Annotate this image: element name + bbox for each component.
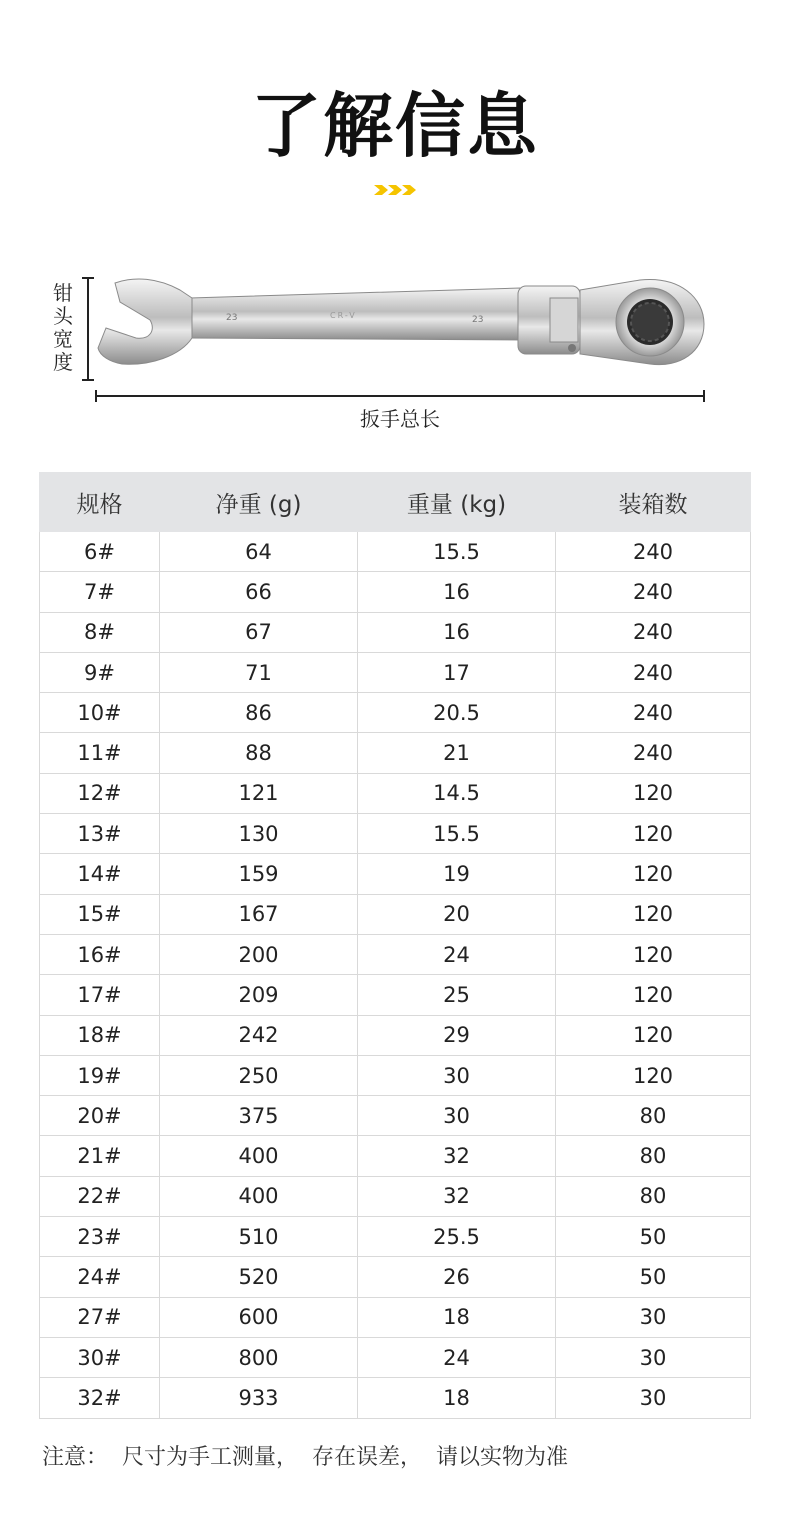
width-dimension-line xyxy=(82,278,94,380)
table-row xyxy=(40,733,751,773)
header-spec: 规格 xyxy=(40,473,160,532)
table-row xyxy=(40,572,751,612)
cell-box-quantity: 50 xyxy=(556,1257,751,1297)
cell-box-quantity: 120 xyxy=(556,814,751,854)
cell-spec: 18# xyxy=(40,1015,160,1055)
cell-weight: 20.5 xyxy=(358,693,556,733)
wrench-marking-middle: CR-V xyxy=(330,311,357,320)
cell-box-quantity: 80 xyxy=(556,1176,751,1216)
cell-spec: 10# xyxy=(40,693,160,733)
cell-spec: 14# xyxy=(40,854,160,894)
table-row xyxy=(40,693,751,733)
cell-spec: 23# xyxy=(40,1217,160,1257)
cell-box-quantity: 120 xyxy=(556,1055,751,1095)
table-row xyxy=(40,532,751,572)
cell-net-weight: 200 xyxy=(160,934,358,974)
cell-box-quantity: 120 xyxy=(556,1015,751,1055)
cell-spec: 8# xyxy=(40,612,160,652)
wrench-marking-left: 23 xyxy=(226,313,238,323)
cell-box-quantity: 30 xyxy=(556,1337,751,1377)
footer-note: 注意： 尺寸为手工测量， 存在误差， 请以实物为准 xyxy=(42,1445,568,1470)
cell-spec: 16# xyxy=(40,934,160,974)
table-row xyxy=(40,1378,751,1418)
cell-net-weight: 800 xyxy=(160,1337,358,1377)
wrench-marking-right: 23 xyxy=(472,315,484,325)
table-row xyxy=(40,1217,751,1257)
cell-weight: 18 xyxy=(358,1378,556,1418)
cell-spec: 32# xyxy=(40,1378,160,1418)
cell-box-quantity: 120 xyxy=(556,975,751,1015)
cell-net-weight: 88 xyxy=(160,733,358,773)
cell-weight: 18 xyxy=(358,1297,556,1337)
header-net-weight: 净重 (g) xyxy=(160,473,358,532)
cell-spec: 7# xyxy=(40,572,160,612)
cell-weight: 14.5 xyxy=(358,773,556,813)
table-row xyxy=(40,934,751,974)
cell-net-weight: 209 xyxy=(160,975,358,1015)
cell-weight: 19 xyxy=(358,854,556,894)
table-row xyxy=(40,854,751,894)
table-row xyxy=(40,1055,751,1095)
table-row xyxy=(40,652,751,692)
cell-net-weight: 130 xyxy=(160,814,358,854)
cell-spec: 19# xyxy=(40,1055,160,1095)
cell-box-quantity: 30 xyxy=(556,1297,751,1337)
wrench-open-end xyxy=(98,279,192,364)
cell-weight: 29 xyxy=(358,1015,556,1055)
cell-weight: 15.5 xyxy=(358,814,556,854)
cell-net-weight: 600 xyxy=(160,1297,358,1337)
table-row xyxy=(40,1257,751,1297)
cell-net-weight: 64 xyxy=(160,532,358,572)
cell-spec: 24# xyxy=(40,1257,160,1297)
cell-weight: 17 xyxy=(358,652,556,692)
cell-net-weight: 520 xyxy=(160,1257,358,1297)
cell-box-quantity: 240 xyxy=(556,693,751,733)
cell-weight: 21 xyxy=(358,733,556,773)
cell-net-weight: 71 xyxy=(160,652,358,692)
cell-weight: 25 xyxy=(358,975,556,1015)
cell-spec: 20# xyxy=(40,1096,160,1136)
page-title: 了解信息 xyxy=(251,85,539,167)
cell-net-weight: 400 xyxy=(160,1176,358,1216)
cell-box-quantity: 120 xyxy=(556,854,751,894)
cell-weight: 16 xyxy=(358,612,556,652)
cell-weight: 16 xyxy=(358,572,556,612)
cell-spec: 17# xyxy=(40,975,160,1015)
cell-weight: 30 xyxy=(358,1055,556,1095)
cell-box-quantity: 240 xyxy=(556,733,751,773)
table-row xyxy=(40,1136,751,1176)
cell-box-quantity: 120 xyxy=(556,934,751,974)
cell-weight: 25.5 xyxy=(358,1217,556,1257)
table-row xyxy=(40,1337,751,1377)
cell-box-quantity: 120 xyxy=(556,894,751,934)
table-header-row xyxy=(40,473,751,532)
total-length-label: 扳手总长 xyxy=(360,407,440,431)
cell-net-weight: 86 xyxy=(160,693,358,733)
cell-box-quantity: 80 xyxy=(556,1096,751,1136)
cell-box-quantity: 120 xyxy=(556,773,751,813)
cell-net-weight: 933 xyxy=(160,1378,358,1418)
cell-net-weight: 375 xyxy=(160,1096,358,1136)
table-row xyxy=(40,894,751,934)
spec-table xyxy=(39,472,751,1419)
cell-box-quantity: 240 xyxy=(556,532,751,572)
cell-box-quantity: 240 xyxy=(556,572,751,612)
cell-box-quantity: 80 xyxy=(556,1136,751,1176)
jaw-width-label: 钳头宽度 xyxy=(53,281,73,374)
cell-box-quantity: 30 xyxy=(556,1378,751,1418)
cell-weight: 30 xyxy=(358,1096,556,1136)
cell-box-quantity: 50 xyxy=(556,1217,751,1257)
cell-box-quantity: 240 xyxy=(556,652,751,692)
cell-net-weight: 250 xyxy=(160,1055,358,1095)
cell-box-quantity: 240 xyxy=(556,612,751,652)
cell-weight: 32 xyxy=(358,1176,556,1216)
cell-weight: 24 xyxy=(358,934,556,974)
table-row xyxy=(40,814,751,854)
cell-spec: 13# xyxy=(40,814,160,854)
wrench-handle xyxy=(190,288,525,340)
cell-spec: 9# xyxy=(40,652,160,692)
cell-net-weight: 121 xyxy=(160,773,358,813)
table-row xyxy=(40,975,751,1015)
header-weight: 重量 (kg) xyxy=(358,473,556,532)
cell-weight: 24 xyxy=(358,1337,556,1377)
table-row xyxy=(40,1096,751,1136)
cell-net-weight: 167 xyxy=(160,894,358,934)
cell-spec: 11# xyxy=(40,733,160,773)
cell-weight: 15.5 xyxy=(358,532,556,572)
cell-weight: 32 xyxy=(358,1136,556,1176)
table-row xyxy=(40,773,751,813)
cell-net-weight: 159 xyxy=(160,854,358,894)
cell-spec: 30# xyxy=(40,1337,160,1377)
table-row xyxy=(40,1297,751,1337)
cell-weight: 26 xyxy=(358,1257,556,1297)
triple-chevron-icon xyxy=(374,183,418,197)
cell-net-weight: 510 xyxy=(160,1217,358,1257)
table-row xyxy=(40,1015,751,1055)
header-box-quantity: 装箱数 xyxy=(556,473,751,532)
cell-net-weight: 67 xyxy=(160,612,358,652)
table-row xyxy=(40,612,751,652)
cell-net-weight: 66 xyxy=(160,572,358,612)
cell-spec: 12# xyxy=(40,773,160,813)
table-row xyxy=(40,1176,751,1216)
length-dimension-line xyxy=(96,390,704,402)
cell-spec: 22# xyxy=(40,1176,160,1216)
cell-spec: 27# xyxy=(40,1297,160,1337)
cell-net-weight: 242 xyxy=(160,1015,358,1055)
cell-spec: 15# xyxy=(40,894,160,934)
cell-net-weight: 400 xyxy=(160,1136,358,1176)
cell-spec: 21# xyxy=(40,1136,160,1176)
cell-spec: 6# xyxy=(40,532,160,572)
cell-weight: 20 xyxy=(358,894,556,934)
